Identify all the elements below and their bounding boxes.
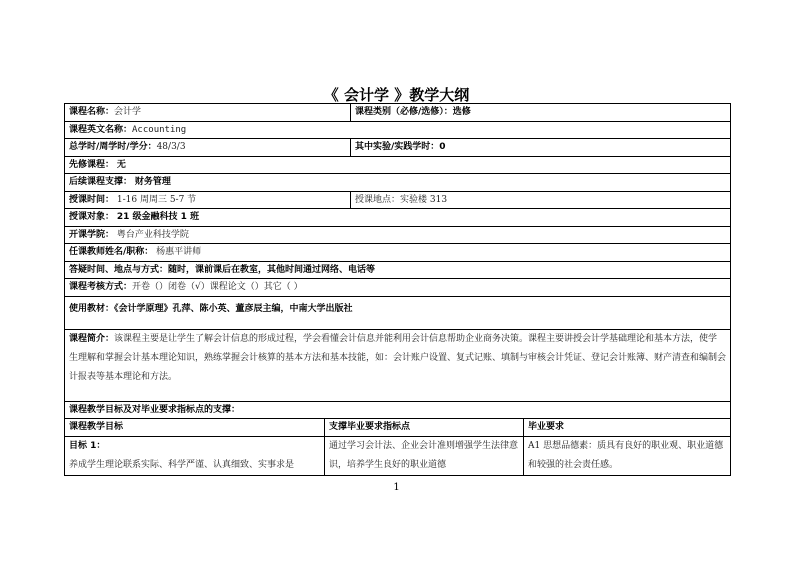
row-exam <box>65 279 731 297</box>
label: 课程考核方式： <box>69 282 133 293</box>
value: 48/3/3 <box>156 142 186 153</box>
row-teacher <box>65 244 731 262</box>
goals-row <box>65 436 731 475</box>
label: 先修课程： <box>69 159 115 170</box>
row-college <box>65 226 731 244</box>
row-hours <box>65 139 731 157</box>
value: 无 <box>116 159 126 170</box>
value: 《会计学原理》孔萍、陈小英、董彦辰主编，中南大学出版社 <box>114 303 353 314</box>
row-follow <box>65 174 731 192</box>
label: 使用教材： <box>69 303 115 314</box>
value: 选修 <box>452 107 471 118</box>
label: 开课学院： <box>69 229 115 240</box>
value: 0 <box>439 142 446 153</box>
column-header: 课程教学目标 <box>65 419 325 437</box>
support-text: 通过学习会计法、企业会计准则增强学生法律意识，培养学生良好的职业道德 <box>329 440 519 470</box>
row-textbook <box>65 296 731 329</box>
heading: 课程教学目标及对毕业要求指标点的支撑： <box>69 404 241 415</box>
value: 实验楼 313 <box>400 194 448 205</box>
document-title: 《 会计学 》教学大纲 <box>323 86 470 104</box>
value: 财务管理 <box>134 177 171 188</box>
row-qa <box>65 261 731 279</box>
value: 会计学 <box>114 107 142 118</box>
row-prereq <box>65 156 731 174</box>
label: 任课教师姓名/职称： <box>69 247 154 258</box>
requirement-text: A1 思想品德素：质具有良好的职业观、职业道德和较强的社会责任感。 <box>528 440 724 470</box>
label: 课程名称： <box>69 107 115 118</box>
label: 后续课程支撑： <box>69 177 133 188</box>
label: 授课对象： <box>69 212 115 223</box>
value: 杨惠平讲师 <box>156 247 202 258</box>
value: 21 级金融科技 1 班 <box>116 212 200 223</box>
value: 随时，课前课后在教室，其他时间通过网络、电话等 <box>168 264 376 275</box>
value: Accounting <box>132 124 187 135</box>
value: 该课程主要是让学生了解会计信息的形成过程，学会看懂会计信息并能利用会计信息帮助企业商务决策。课程主要讲授会计学基础理论和基本方法，使学生理解和掌握会计基本理论知识，熟练掌握会计核算的基本方法和基本技能，如：会计账户设置、复式记账、填制与审核会计凭证、登记会计账簿、财产清查和编制会计报表等基本理论和方法。 <box>69 333 727 382</box>
label: 课程类别（必修/选修）： <box>355 107 453 118</box>
label: 总学时/周学时/学分： <box>69 142 157 153</box>
label: 课程简介： <box>69 333 115 344</box>
label: 其中实验/实践学时： <box>355 142 440 153</box>
row-course-name <box>65 104 731 122</box>
goals-header-row <box>65 419 731 437</box>
value: 1-16 周周三 5-7 节 <box>116 194 197 205</box>
row-intro <box>65 329 731 401</box>
label: 答疑时间、地点与方式： <box>69 264 169 275</box>
label: 授课地点： <box>355 194 401 205</box>
page-number: 1 <box>393 482 400 493</box>
value: 开卷（）闭卷（√）课程论文（）其它（ ） <box>132 282 303 293</box>
row-target <box>65 209 731 227</box>
column-header: 支撑毕业要求指标点 <box>325 419 524 437</box>
value: 粤台产业科技学院 <box>116 229 189 240</box>
row-goals-heading <box>65 401 731 419</box>
row-time <box>65 191 731 209</box>
label: 课程英文名称： <box>69 124 133 135</box>
label: 授课时间： <box>69 194 115 205</box>
goal-text: 养成学生理论联系实际、科学严谨、认真细致、实事求是 <box>69 459 295 470</box>
goal-label: 目标 1： <box>69 440 106 451</box>
syllabus-table <box>64 103 731 476</box>
row-english-name <box>65 121 731 139</box>
column-header: 毕业要求 <box>524 419 731 437</box>
